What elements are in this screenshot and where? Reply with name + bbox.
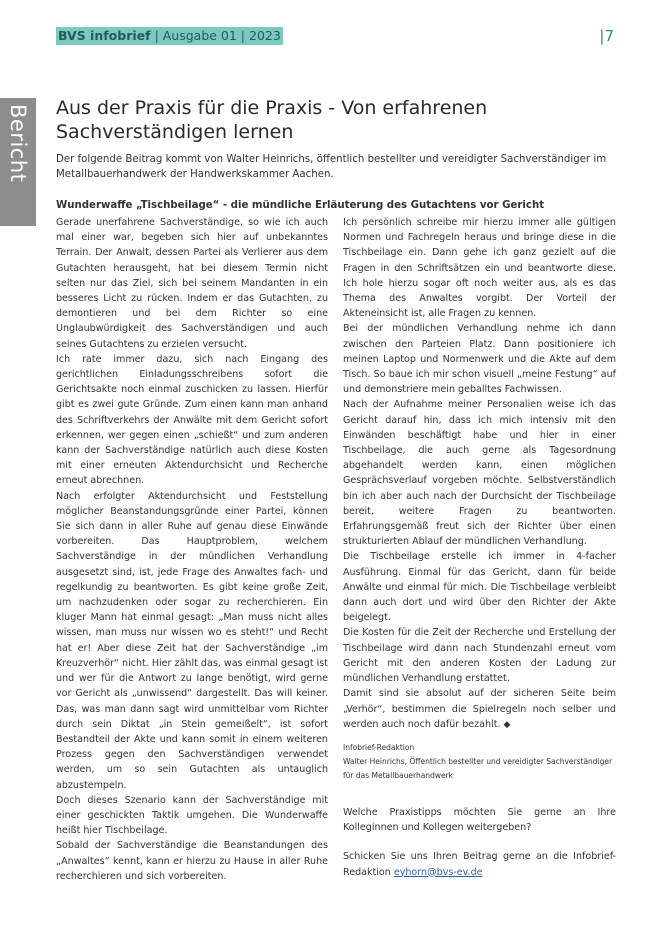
paragraph: Sobald der Sachverständige die Beanstandungen des „Anwaltes“ kennt, kann er hierzu zu Hause in aller Ruhe recherchieren und sich vorbereiten. <box>56 840 328 882</box>
paragraph-last <box>343 686 616 733</box>
paragraph: Ich rate immer dazu, sich nach Eingang des gerichtlichen Einladungsschreibens sofort die Gerichtsakte noch einmal zuschicken zu lassen. Hierfür gibt es zwei gute Gründe. Zum einen kann man anhand des Schriftverkehrs der Anwälte mit dem Gericht sofort erkennen, wer gegen einen „schießt“ und zum anderen kann der Sachverständige natürlich auch diese Kosten mit einer erneuten Aktendurchsicht und Recherche erneut abrechnen. <box>56 353 328 487</box>
email-link[interactable]: eyhorn@bvs-ev.de <box>393 866 483 878</box>
page-number: |7 <box>599 27 614 45</box>
credit-label: Infobrief-Redaktion <box>343 742 415 752</box>
paragraph: Nach erfolgter Aktendurchsicht und Feststellung möglicher Beanstandungsgründe einer Partei, können Sie sich dann in aller Ruhe auf genau diese Einwände vorbereiten. Das Hauptproblem, welchem Sachverständige in der mündlichen Verhandlung ausgesetzt sind, ist, jede Frage des Anwaltes fach- und regelkundig zu beantworten. Es gibt keine große Zeit, um nachzudenken oder sogar zu recherchieren. Ein kluger Mann hat einmal gesagt: „Man muss nicht alles wissen, man muss nur wissen wo es steht!“ und Recht hat er! Aber diese Zeit hat der Sachverständige „im Kreuzverhör“ nicht. Hier zählt das, was einmal gesagt ist und wer für die Antwort zu lange benötigt, wird gerne vor Gericht als „unwissend“ dargestellt. Das will keiner. Das, was man dann sagt wird unmittelbar vom Richter durch sein Diktat „in Stein gemeißelt“, ist sofort Bestandteil der Akte und kann somit in einem weiteren Prozess gegen den Sachverständigen verwendet werden, um so sein Gutachten als untauglich abzustempeln. <box>56 490 328 791</box>
article-subheading: Wunderwaffe „Tischbeilage“ - die mündliche Erläuterung des Gutachtens vor Gericht <box>56 200 545 211</box>
magazine-name: BVS infobrief <box>58 28 151 43</box>
paragraph: Gerade unerfahrene Sachverständige, so wie ich auch mal einer war, begeben sich hier auf unbekanntes Terrain. Der Anwalt, dessen Partei als Verlierer aus dem Gutachten herausgeht, hat bei diesem Termin nicht selten nur das Ziel, sich bei seinem Mandanten in ein besseres Licht zu rücken. Indem er das Gutachten, zu demontieren und bei dem Richter so eine Unglaubwürdigkeit des Sachverständigen und auch seines Gutachtens zu erzielen versucht. <box>56 217 328 350</box>
cta-send-text: Schicken Sie uns Ihren Beitrag gerne an die Infobrief-Redaktion <box>343 851 616 878</box>
paragraph: Ich persönlich schreibe mir hierzu immer alle gültigen Normen und Fachregeln heraus und bringe diese in die Tischbeilage ein. Dann gehe ich ganz gezielt auf die Fragen in den Schriftsätzen ein und beantworte diese. Ich hole hierzu sogar oft noch weiter aus, als es das Thema des Anwaltes vorgibt. Der Vorteil der Akteneinsicht ist, alle Fragen zu kennen. <box>343 217 616 320</box>
end-mark-icon: ◆ <box>503 719 511 730</box>
section-tab <box>0 98 36 226</box>
credit-author: Walter Heinrichs, Öffentlich bestellter und vereidigter Sachverständiger für das Metallbauerhandwerk <box>343 756 613 780</box>
paragraph: Die Tischbeilage erstelle ich immer in 4-facher Ausführung. Einmal für das Gericht, dann für beide Anwälte und einmal für mich. Die Tischbeilage verbleibt dann auch dort und wird über den Richter der Akte beigelegt. <box>343 551 616 624</box>
paragraph: Nach der Aufnahme meiner Personalien weise ich das Gericht darauf hin, dass ich mich intensiv mit den Einwänden beschäftigt habe und hier in einer Tischbeilage, die auch gerne als Tagesordnung abgehandelt werden kann, einen möglichen Gesprächsverlauf vorgeben möchte. Selbstverständlich bin ich aber auch nach der Durchsicht der Tischbeilage bereit, weitere Fragen zu beantworten. Erfahrungsgemäß freut sich der Richter über einen strukturierten Ablauf der mündlichen Verhandlung. <box>343 399 616 548</box>
cta-question: Welche Praxistipps möchten Sie gerne an Ihre Kolleginnen und Kollegen weitergeben? <box>343 806 616 834</box>
right-column <box>343 215 616 880</box>
cta-send <box>343 849 616 879</box>
issue-header <box>56 27 283 45</box>
paragraph: Doch dieses Szenario kann der Sachverständige mit einer geschickten Taktik umgehen. Die Wunderwaffe heißt hier Tischbeilage. <box>56 794 328 837</box>
article-lead: Der folgende Beitrag kommt von Walter Heinrichs, öffentlich bestellter und vereidigter Sachverständiger im Metallbauerhandwerk der Handwerkskammer Aachen. <box>56 154 607 180</box>
paragraph: Bei der mündlichen Verhandlung nehme ich dann zwischen den Parteien Platz. Dann positioniere ich meinen Laptop und Normenwerk und die Akte auf dem Tisch. So baue ich mir schon visuell „meine Festung“ auf und demonstriere mein geballtes Fachwissen. <box>343 323 616 396</box>
article-title: Aus der Praxis für die Praxis - Von erfahrenen Sachverständigen lernen <box>56 97 488 143</box>
left-column <box>56 215 328 884</box>
section-tab-label: Bericht <box>6 104 30 183</box>
paragraph-last-text: Damit sind sie absolut auf der sicheren Seite beim „Verhör“, bestimmen die Spielregeln noch selber und werden auch noch dafür bezahlt. <box>343 688 616 730</box>
paragraph: Die Kosten für die Zeit der Recherche und Erstellung der Tischbeilage wird dann nach Stundenzahl erneut vom Gericht mit den anderen Kosten der Ladung zur mündlichen Verhandlung erstattet. <box>343 627 616 685</box>
issue-label: | Ausgabe 01 | 2023 <box>154 28 281 43</box>
